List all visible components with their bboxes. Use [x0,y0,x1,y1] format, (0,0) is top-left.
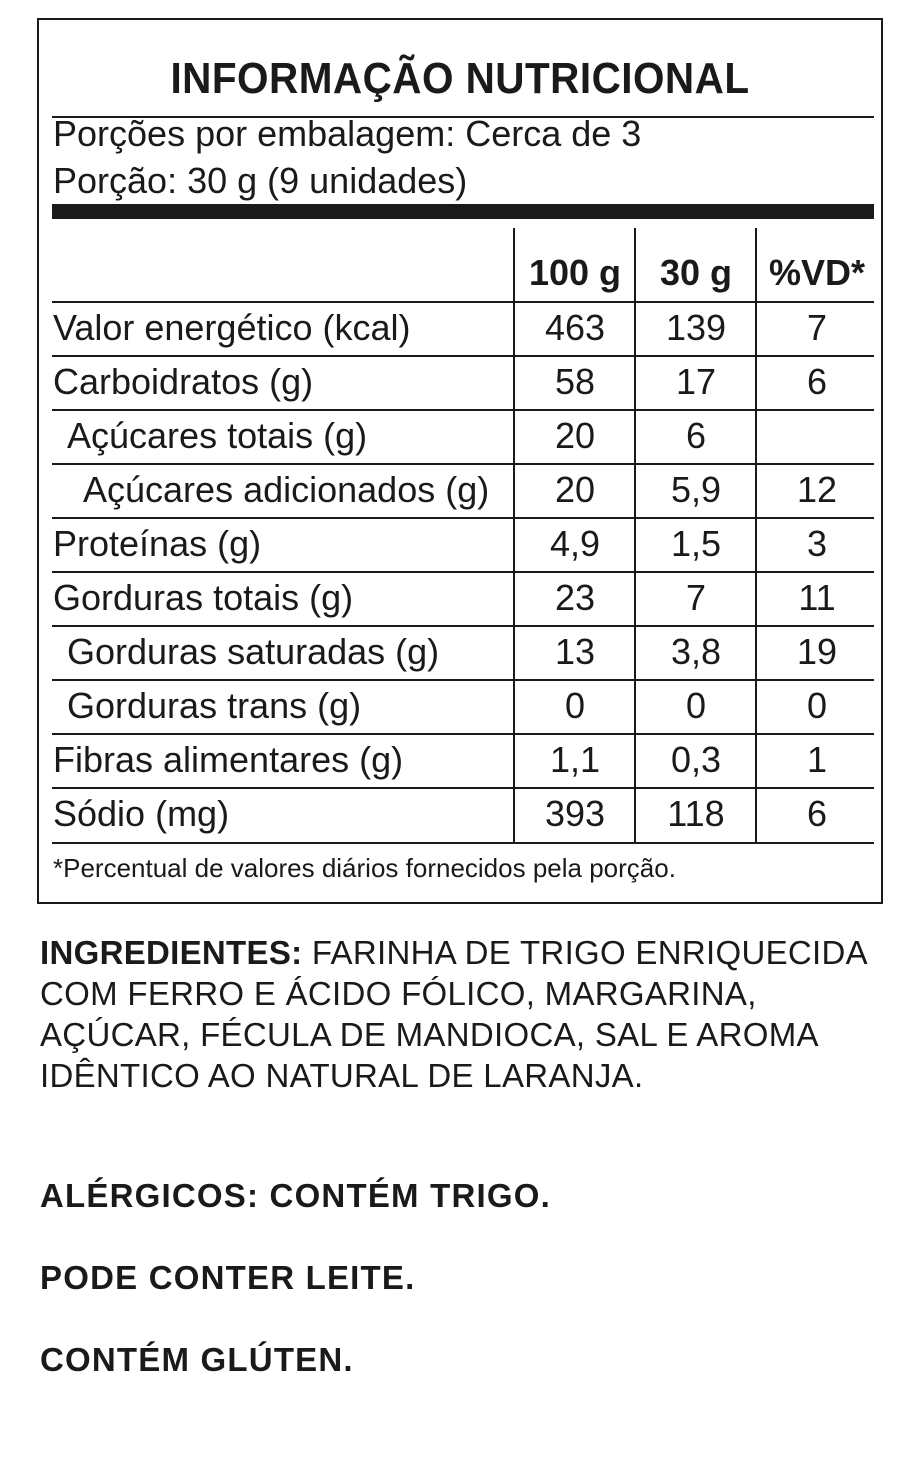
allergen-warning: ALÉRGICOS: CONTÉM TRIGO. [40,1177,551,1214]
ingredients-text [40,932,890,1096]
servings-per-package: Porções por embalagem: Cerca de 3 [53,113,642,154]
value-vd: 6 [806,361,828,402]
value-30g: 139 [665,307,727,348]
value-100g: 13 [554,631,596,672]
nutrient-label: Gorduras totais (g) [53,577,354,618]
nutrient-row-trans-fat [39,679,881,733]
panel-title: INFORMAÇÃO NUTRICIONAL [170,54,750,103]
footnote: *Percentual de valores diários fornecidos pela porção. [53,853,676,883]
column-header-30g: 30 g [659,252,733,293]
value-30g: 7 [685,577,707,618]
value-vd: 7 [806,307,828,348]
value-vd: 12 [796,469,838,510]
value-100g: 58 [554,361,596,402]
value-vd: 19 [796,631,838,672]
nutrient-label: Gorduras saturadas (g) [67,631,440,672]
value-vd: 6 [806,793,828,834]
nutrient-row-carbohydrates [39,355,881,409]
value-100g: 20 [554,415,596,456]
value-100g: 1,1 [549,739,601,780]
nutrient-row-energy [39,301,881,355]
value-100g: 20 [554,469,596,510]
value-30g: 0,3 [670,739,722,780]
column-header-vd: %VD* [768,252,866,293]
nutrient-label: Proteínas (g) [53,523,262,564]
nutrient-label: Sódio (mg) [53,793,230,834]
column-header-100g: 100 g [528,252,622,293]
row-rule [52,842,874,844]
nutrient-row-proteins [39,517,881,571]
value-100g: 0 [564,685,586,726]
value-30g: 118 [667,793,725,834]
value-100g: 23 [554,577,596,618]
value-vd: 11 [798,577,836,618]
ingredients-label: INGREDIENTES: [40,934,303,971]
value-30g: 5,9 [670,469,722,510]
nutrient-label: Açúcares totais (g) [67,415,368,456]
nutrient-row-added-sugars [39,463,881,517]
nutrient-row-saturated-fat [39,625,881,679]
gluten-warning: CONTÉM GLÚTEN. [40,1341,354,1378]
nutrient-label: Fibras alimentares (g) [53,739,404,780]
value-30g: 17 [675,361,717,402]
nutrient-row-fiber [39,733,881,787]
value-30g: 3,8 [670,631,722,672]
value-vd: 0 [806,685,828,726]
value-30g: 1,5 [670,523,722,564]
value-30g: 0 [685,685,707,726]
nutrient-label: Valor energético (kcal) [53,307,411,348]
thick-divider [52,204,874,219]
ingredients-list: FARINHA DE TRIGO ENRIQUECIDA COM FERRO E ÁCIDO FÓLICO, MARGARINA, AÇÚCAR, FÉCULA DE MANDIOCA, SAL E AROMA IDÊNTICO AO NATURAL DE LARANJA. [40,934,867,1094]
value-vd: 3 [806,523,828,564]
nutrient-label: Açúcares adicionados (g) [83,469,490,510]
value-100g: 393 [544,793,606,834]
nutrient-label: Gorduras trans (g) [67,685,362,726]
nutrition-facts-panel [37,18,883,904]
nutrient-row-sodium [39,787,881,841]
value-vd: 1 [806,739,828,780]
nutrient-row-total-sugars [39,409,881,463]
value-100g: 463 [544,307,606,348]
may-contain-warning: PODE CONTER LEITE. [40,1259,416,1296]
serving-size: Porção: 30 g (9 unidades) [53,160,468,201]
value-100g: 4,9 [549,523,601,564]
value-30g: 6 [685,415,707,456]
nutrient-label: Carboidratos (g) [53,361,314,402]
nutrient-row-total-fat [39,571,881,625]
